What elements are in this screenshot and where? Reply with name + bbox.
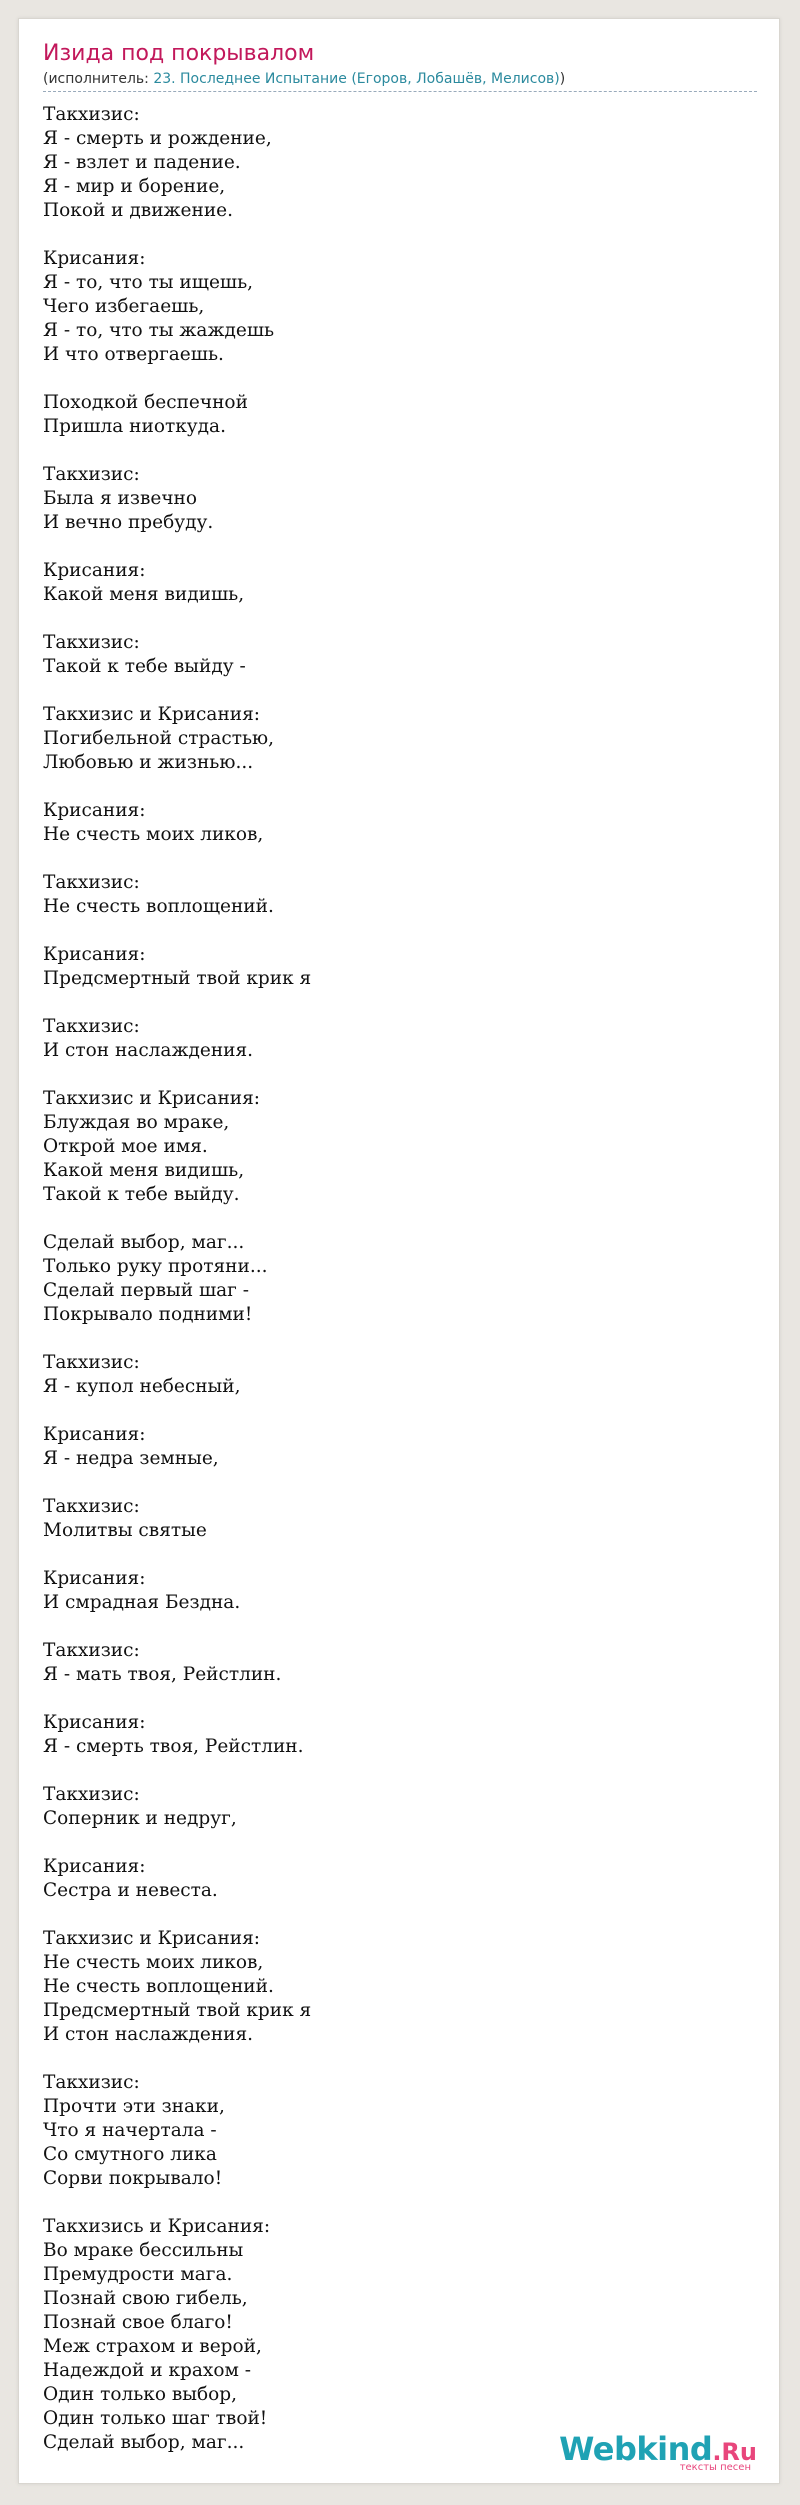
lyric-line: Сделай выбор, маг... — [43, 2432, 245, 2453]
lyric-line: Пришла ниоткуда. — [43, 416, 226, 437]
lyric-line: Я - недра земные, — [43, 1448, 219, 1469]
performer-link[interactable]: 23. Последнее Испытание (Егоров, Лобашёв, Мелисов) — [153, 71, 560, 87]
lyric-line: Погибельной страстью, — [43, 728, 275, 749]
lyric-line: Такхизис и Крисания: — [43, 704, 261, 725]
lyric-line: Только руку протяни... — [43, 1256, 268, 1277]
stanza-gap — [43, 1687, 757, 1711]
lyric-line: Сестра и невеста. — [43, 1880, 218, 1901]
lyric-line: Я - мир и борение, — [43, 176, 226, 197]
performer-prefix: (исполнитель: — [43, 71, 154, 87]
lyric-line: Любовью и жизнью... — [43, 752, 254, 773]
lyric-line: Премудрости мага. — [43, 2264, 233, 2285]
lyric-line: Один только выбор, — [43, 2384, 238, 2405]
lyric-line: Такой к тебе выйду - — [43, 656, 246, 677]
lyric-line: Со смутного лика — [43, 2144, 217, 2165]
lyric-line: Такой к тебе выйду. — [43, 1184, 240, 1205]
lyric-line: Крисания: — [43, 800, 146, 821]
lyric-line: Прочти эти знаки, — [43, 2096, 225, 2117]
lyric-line: Познай свою гибель, — [43, 2288, 248, 2309]
stanza-gap — [43, 775, 757, 799]
lyric-line: Открой мое имя. — [43, 1136, 208, 1157]
lyric-line: Крисания: — [43, 1712, 146, 1733]
lyric-line: Блуждая во мраке, — [43, 1112, 230, 1133]
performer-line — [43, 71, 757, 92]
lyric-line: Такхизис: — [43, 872, 140, 893]
lyric-line: И смрадная Бездна. — [43, 1592, 241, 1613]
lyric-line: Надеждой и крахом - — [43, 2360, 251, 2381]
stanza-gap — [43, 847, 757, 871]
lyric-line: Соперник и недруг, — [43, 1808, 237, 1829]
lyric-line: Такхизис: — [43, 1016, 140, 1037]
logo-tld: .Ru — [712, 2438, 757, 2466]
lyric-line: Такхизис и Крисания: — [43, 1088, 261, 1109]
logo-name: Webkind — [559, 2430, 713, 2468]
lyric-line: Не счесть моих ликов, — [43, 1952, 264, 1973]
lyric-line: Крисания: — [43, 560, 146, 581]
stanza-gap — [43, 1327, 757, 1351]
lyric-line: Такхизис: — [43, 1640, 140, 1661]
song-title: Изида под покрывалом — [43, 41, 315, 66]
lyric-line: Такхизис: — [43, 464, 140, 485]
stanza-gap — [43, 991, 757, 1015]
stanza-gap — [43, 1471, 757, 1495]
lyric-line: Я - взлет и падение. — [43, 152, 241, 173]
stanza-gap — [43, 2191, 757, 2215]
lyric-line: Я - купол небесный, — [43, 1376, 241, 1397]
lyric-line: Такхизис и Крисания: — [43, 1928, 261, 1949]
stanza-gap — [43, 439, 757, 463]
lyric-line: Такхизис: — [43, 632, 140, 653]
lyric-line: Не счесть воплощений. — [43, 896, 274, 917]
lyrics-text — [43, 103, 757, 2455]
stanza-gap — [43, 1615, 757, 1639]
lyric-line: Походкой беспечной — [43, 392, 248, 413]
lyric-line: Предсмертный твой крик я — [43, 2000, 312, 2021]
lyric-line: Крисания: — [43, 944, 146, 965]
stanza-gap — [43, 1903, 757, 1927]
lyric-line: Такхизис: — [43, 1352, 140, 1373]
lyric-line: И что отвергаешь. — [43, 344, 224, 365]
lyric-line: Крисания: — [43, 1424, 146, 1445]
lyric-line: Во мраке бессильны — [43, 2240, 244, 2261]
performer-suffix: ) — [559, 71, 566, 87]
lyric-line: Я - смерть твоя, Рейстлин. — [43, 1736, 304, 1757]
lyric-line: Предсмертный твой крик я — [43, 968, 312, 989]
lyric-line: Такхизись и Крисания: — [43, 2216, 271, 2237]
lyric-line: Я - смерть и рождение, — [43, 128, 272, 149]
lyric-line: Я - то, что ты ищешь, — [43, 272, 254, 293]
lyric-line: Сорви покрывало! — [43, 2168, 223, 2189]
stanza-gap — [43, 2047, 757, 2071]
lyric-line: Покой и движение. — [43, 200, 233, 221]
lyric-line: Сделай первый шаг - — [43, 1280, 250, 1301]
lyric-line: Такхизис: — [43, 1784, 140, 1805]
lyric-line: Я - то, что ты жаждешь — [43, 320, 275, 341]
site-logo[interactable] — [559, 2430, 757, 2473]
lyric-line: Крисания: — [43, 248, 146, 269]
content-card — [18, 18, 780, 2484]
lyric-line: Крисания: — [43, 1568, 146, 1589]
stanza-gap — [43, 1063, 757, 1087]
lyric-line: Один только шаг твой! — [43, 2408, 268, 2429]
stanza-gap — [43, 1831, 757, 1855]
lyric-line: Такхизис: — [43, 1496, 140, 1517]
stanza-gap — [43, 367, 757, 391]
stanza-gap — [43, 919, 757, 943]
lyric-line: Такхизис: — [43, 104, 140, 125]
lyric-line: Сделай выбор, маг... — [43, 1232, 245, 1253]
lyric-line: Что я начертала - — [43, 2120, 217, 2141]
lyric-line: Крисания: — [43, 1856, 146, 1877]
lyric-line: Меж страхом и верой, — [43, 2336, 262, 2357]
stanza-gap — [43, 607, 757, 631]
lyric-line: И вечно пребуду. — [43, 512, 214, 533]
logo-tagline: тексты песен — [679, 2462, 751, 2473]
stanza-gap — [43, 535, 757, 559]
lyric-line: Покрывало подними! — [43, 1304, 253, 1325]
lyric-line: Не счесть моих ликов, — [43, 824, 264, 845]
stanza-gap — [43, 1207, 757, 1231]
lyric-line: Я - мать твоя, Рейстлин. — [43, 1664, 282, 1685]
lyric-line: Такхизис: — [43, 2072, 140, 2093]
stanza-gap — [43, 223, 757, 247]
lyric-line: Не счесть воплощений. — [43, 1976, 274, 1997]
lyric-line: И стон наслаждения. — [43, 2024, 254, 2045]
lyric-line: Какой меня видишь, — [43, 1160, 245, 1181]
lyric-line: Познай свое благо! — [43, 2312, 233, 2333]
lyric-line: Какой меня видишь, — [43, 584, 245, 605]
lyric-line: Молитвы святые — [43, 1520, 207, 1541]
stanza-gap — [43, 1543, 757, 1567]
lyric-line: Была я извечно — [43, 488, 198, 509]
stanza-gap — [43, 1399, 757, 1423]
stanza-gap — [43, 679, 757, 703]
lyric-line: И стон наслаждения. — [43, 1040, 254, 1061]
stanza-gap — [43, 1759, 757, 1783]
lyric-line: Чего избегаешь, — [43, 296, 205, 317]
